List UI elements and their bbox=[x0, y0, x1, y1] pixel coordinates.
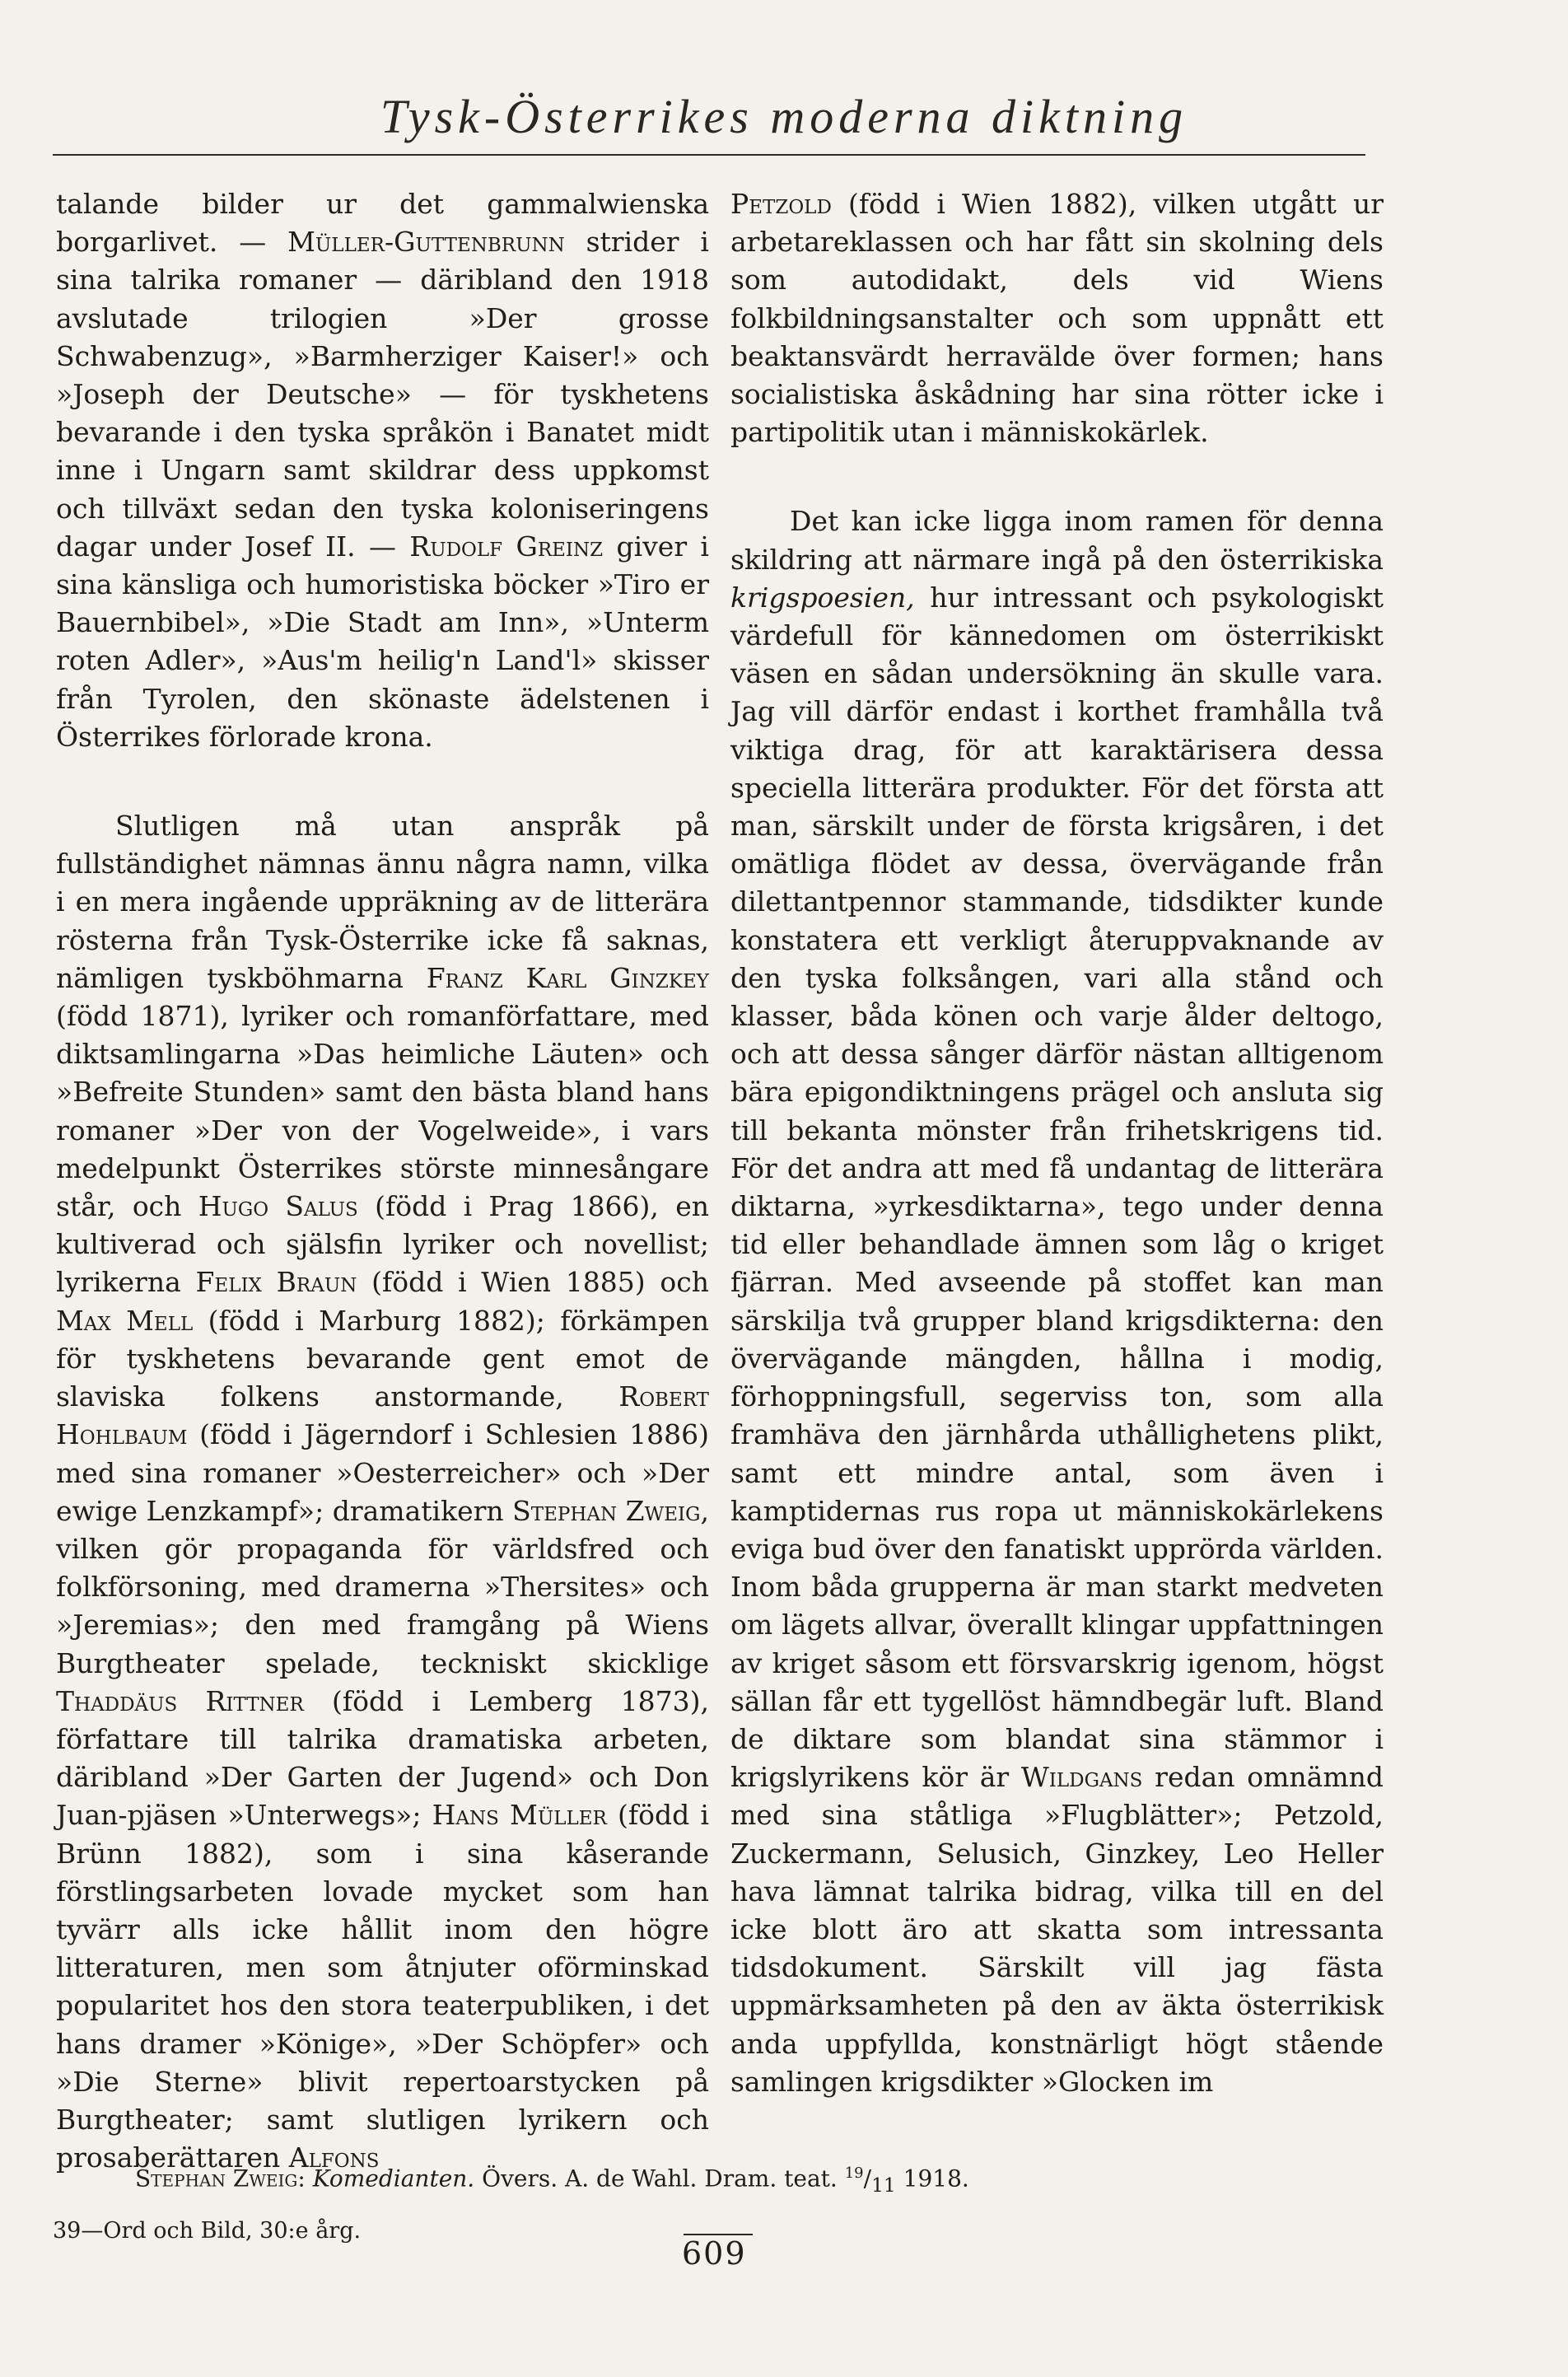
text-run: (född i Jägerndorf i Schlesien 1886) med sina romaner »Oesterreicher» och »Der ewige Lenzkampf»; dramatikern bbox=[56, 1418, 709, 1527]
author-name: Max Mell bbox=[56, 1304, 194, 1337]
author-name: Stephan Zweig bbox=[512, 1494, 701, 1527]
left-paragraph-2 bbox=[56, 807, 709, 2177]
footnote bbox=[135, 2160, 969, 2199]
text-run: (född i Wien 1885) och bbox=[357, 1266, 710, 1299]
text-run: hur intressant och psykologiskt värdefull för kännedomen om österrikiskt väsen en sådan undersökning än skulle vara. Jag vill därför endast i korthet framhålla två viktiga drag, för att karaktärisera dessa speciella litterära produkter. För det första att man, särskilt under de första krigsåren, i det omätliga flödet av dessa, övervägande från dilettantpennor stammande, tidsdikter kunde konstatera ett verkligt återuppvaknande av den tyska folksången, vari alla stånd och klasser, båda könen och varje ålder deltogo, och att dessa sånger därför nästan alltigenom bära epigondiktningens prägel och ansluta sig till bekanta mönster från frihetskrigens tid. För det andra att med få undantag de litterära diktarna, »yrkesdiktarna», tego under denna tid eller behandlade ämnen som låg o kriget fjärran. Med avseende på stoffet kan man särskilja två grupper bland krigsdikterna: den övervägande mängden, hållna i modig, förhoppningsfull, segerviss ton, som alla framhäva den järnhårda uthållighetens plikt, samt ett mindre antal, som även i kamptidernas rus ropa ut människokärlekens eviga bud över den fanatiskt upprörda världen. Inom båda grupperna är man starkt medveten om lägets allvar, överallt klingar uppfattningen av kriget såsom ett försvarskrig igenom, högst sällan får ett tygellöst hämndbegär luft. Bland de diktare som blandat sina stämmor i krigslyrikens kör är bbox=[730, 581, 1384, 1794]
footnote-date-day: 19 bbox=[844, 2165, 864, 2182]
author-name: Müller-Guttenbrunn bbox=[287, 226, 565, 259]
text-run: talande bilder ur det gammalwienska borgarlivet. — bbox=[56, 188, 709, 259]
author-name: Robert Hohlbaum bbox=[56, 1380, 709, 1451]
left-column bbox=[56, 185, 709, 2177]
footnote-date-slash: / bbox=[863, 2165, 872, 2193]
author-name: Hugo Salus bbox=[198, 1190, 358, 1223]
running-title: Tysk-Österrikes moderna diktning bbox=[380, 90, 1188, 143]
author-name: Rudolf Greinz bbox=[409, 530, 604, 563]
right-column bbox=[730, 185, 1384, 2101]
author-name: Hans Müller bbox=[432, 1799, 607, 1832]
text-run: (född i Wien 1882), vilken utgått ur arbetareklassen och har fått sin skolning dels som autodidakt, dels vid Wiens folkbildningsanstalter och som uppnått ett beaktansvärdt herravälde över formen; hans socialistiska åskådning har sina rötter icke i partipolitik utan i människokärlek. bbox=[730, 188, 1384, 449]
page-number: 609 bbox=[682, 2235, 747, 2272]
emphasis: krigspoesien, bbox=[730, 581, 915, 614]
text-run: giver i sina känsliga och humoristiska böcker »Tiro er Bauernbibel», »Die Stadt am Inn», »Unterm roten Adler», »Aus'm heilig'n Land'l» skisser från Tyrolen, den skönaste ädelstenen i Österrikes förlorade krona. bbox=[56, 530, 709, 753]
text-run: (född 1871), lyriker och romanförfattare, med diktsamlingarna »Das heimliche Läuten» och »Befreite Stunden» samt den bästa bland hans romaner »Der von der Vogelweide», i vars medelpunkt Österrikes störste minnesångare står, och bbox=[56, 1000, 709, 1223]
footnote-author: Stephan Zweig: bbox=[135, 2165, 306, 2193]
text-run: (född i Marburg 1882); förkämpen för tyskhetens bevarande gent emot de slaviska folkens anstormande, bbox=[56, 1304, 710, 1413]
text-run: (född i Prag 1866), en kultiverad och själsfin lyriker och novellist; lyrikerna bbox=[56, 1190, 709, 1299]
footnote-year: 1918. bbox=[895, 2165, 969, 2193]
text-run: Slutligen må utan anspråk på fullständighet nämnas ännu några namn, vilka i en mera ingående uppräkning av de litterära rösterna från Tysk-Österrike icke få saknas, nämligen tyskböhmarna bbox=[56, 810, 709, 994]
footnote-text: Övers. A. de Wahl. Dram. teat. bbox=[474, 2165, 845, 2193]
printer-signature: 39—Ord och Bild, 30:e årg. bbox=[53, 2218, 362, 2244]
footnote-title: Komedianten. bbox=[312, 2165, 475, 2193]
author-name: Felix Braun bbox=[195, 1266, 357, 1299]
right-paragraph-1 bbox=[730, 185, 1384, 451]
author-name: Alfons bbox=[288, 2141, 380, 2174]
text-run: strider i sina talrika romaner — däribland den 1918 avslutade trilogien »Der grosse Schwabenzug», »Barmherziger Kaiser!» och »Joseph der Deutsche» — för tyskhetens bevarande i den tyska språkön i Banatet midt inne i Ungarn samt skildrar dess uppkomst och tillväxt sedan den tyska koloniseringens dagar under Josef II. — bbox=[56, 226, 709, 563]
text-run: (född i Lemberg 1873), författare till talrika dramatiska arbeten, däribland »Der Garten der Jugend» och Don Juan-pjäsen »Unterwegs»; bbox=[56, 1684, 710, 1832]
header-rule bbox=[53, 154, 1365, 156]
text-run: Det kan icke ligga inom ramen för denna skildring att närmare ingå på den österrikiska bbox=[730, 505, 1384, 576]
text-run: redan omnämnd med sina ståtliga »Flugblätter»; Petzold, Zuckermann, Selusich, Ginzkey, Leo Heller hava lämnat talrika bidrag, vilka till en del icke blott äro att skatta som intressanta tidsdokument. Särskilt vill jag fästa uppmärksamheten på den av äkta österrikisk anda uppfyllda, konstnärligt högt stående samlingen krigsdikter »Glocken im bbox=[730, 1761, 1384, 2098]
author-name: Thaddäus Rittner bbox=[56, 1684, 304, 1717]
left-paragraph-1 bbox=[56, 185, 709, 756]
author-name: Petzold bbox=[730, 188, 832, 220]
text-run: , vilken gör propaganda för världsfred och folkförsoning, med dramerna »Thersites» och »Jeremias»; den med framgång på Wiens Burgtheater spelade, teckniskt skicklige bbox=[56, 1494, 709, 1679]
footnote-date-month: 11 bbox=[871, 2173, 896, 2197]
author-name: Franz Karl Ginzkey bbox=[426, 961, 709, 994]
text-run: (född i Brünn 1882), som i sina kåserande förstlingsarbeten lovade mycket som han tyvärr alls icke hållit inom den högre litteraturen, men som åtnjuter oförminskad popularitet hos den stora teaterpubliken, i det hans dramer »Könige», »Der Schöpfer» och »Die Sterne» blivit repertoarstycken på Burgtheater; samt slutligen lyrikern och prosaberättaren bbox=[56, 1799, 709, 2174]
right-paragraph-2 bbox=[730, 502, 1384, 2101]
author-name: Wildgans bbox=[1020, 1761, 1143, 1794]
